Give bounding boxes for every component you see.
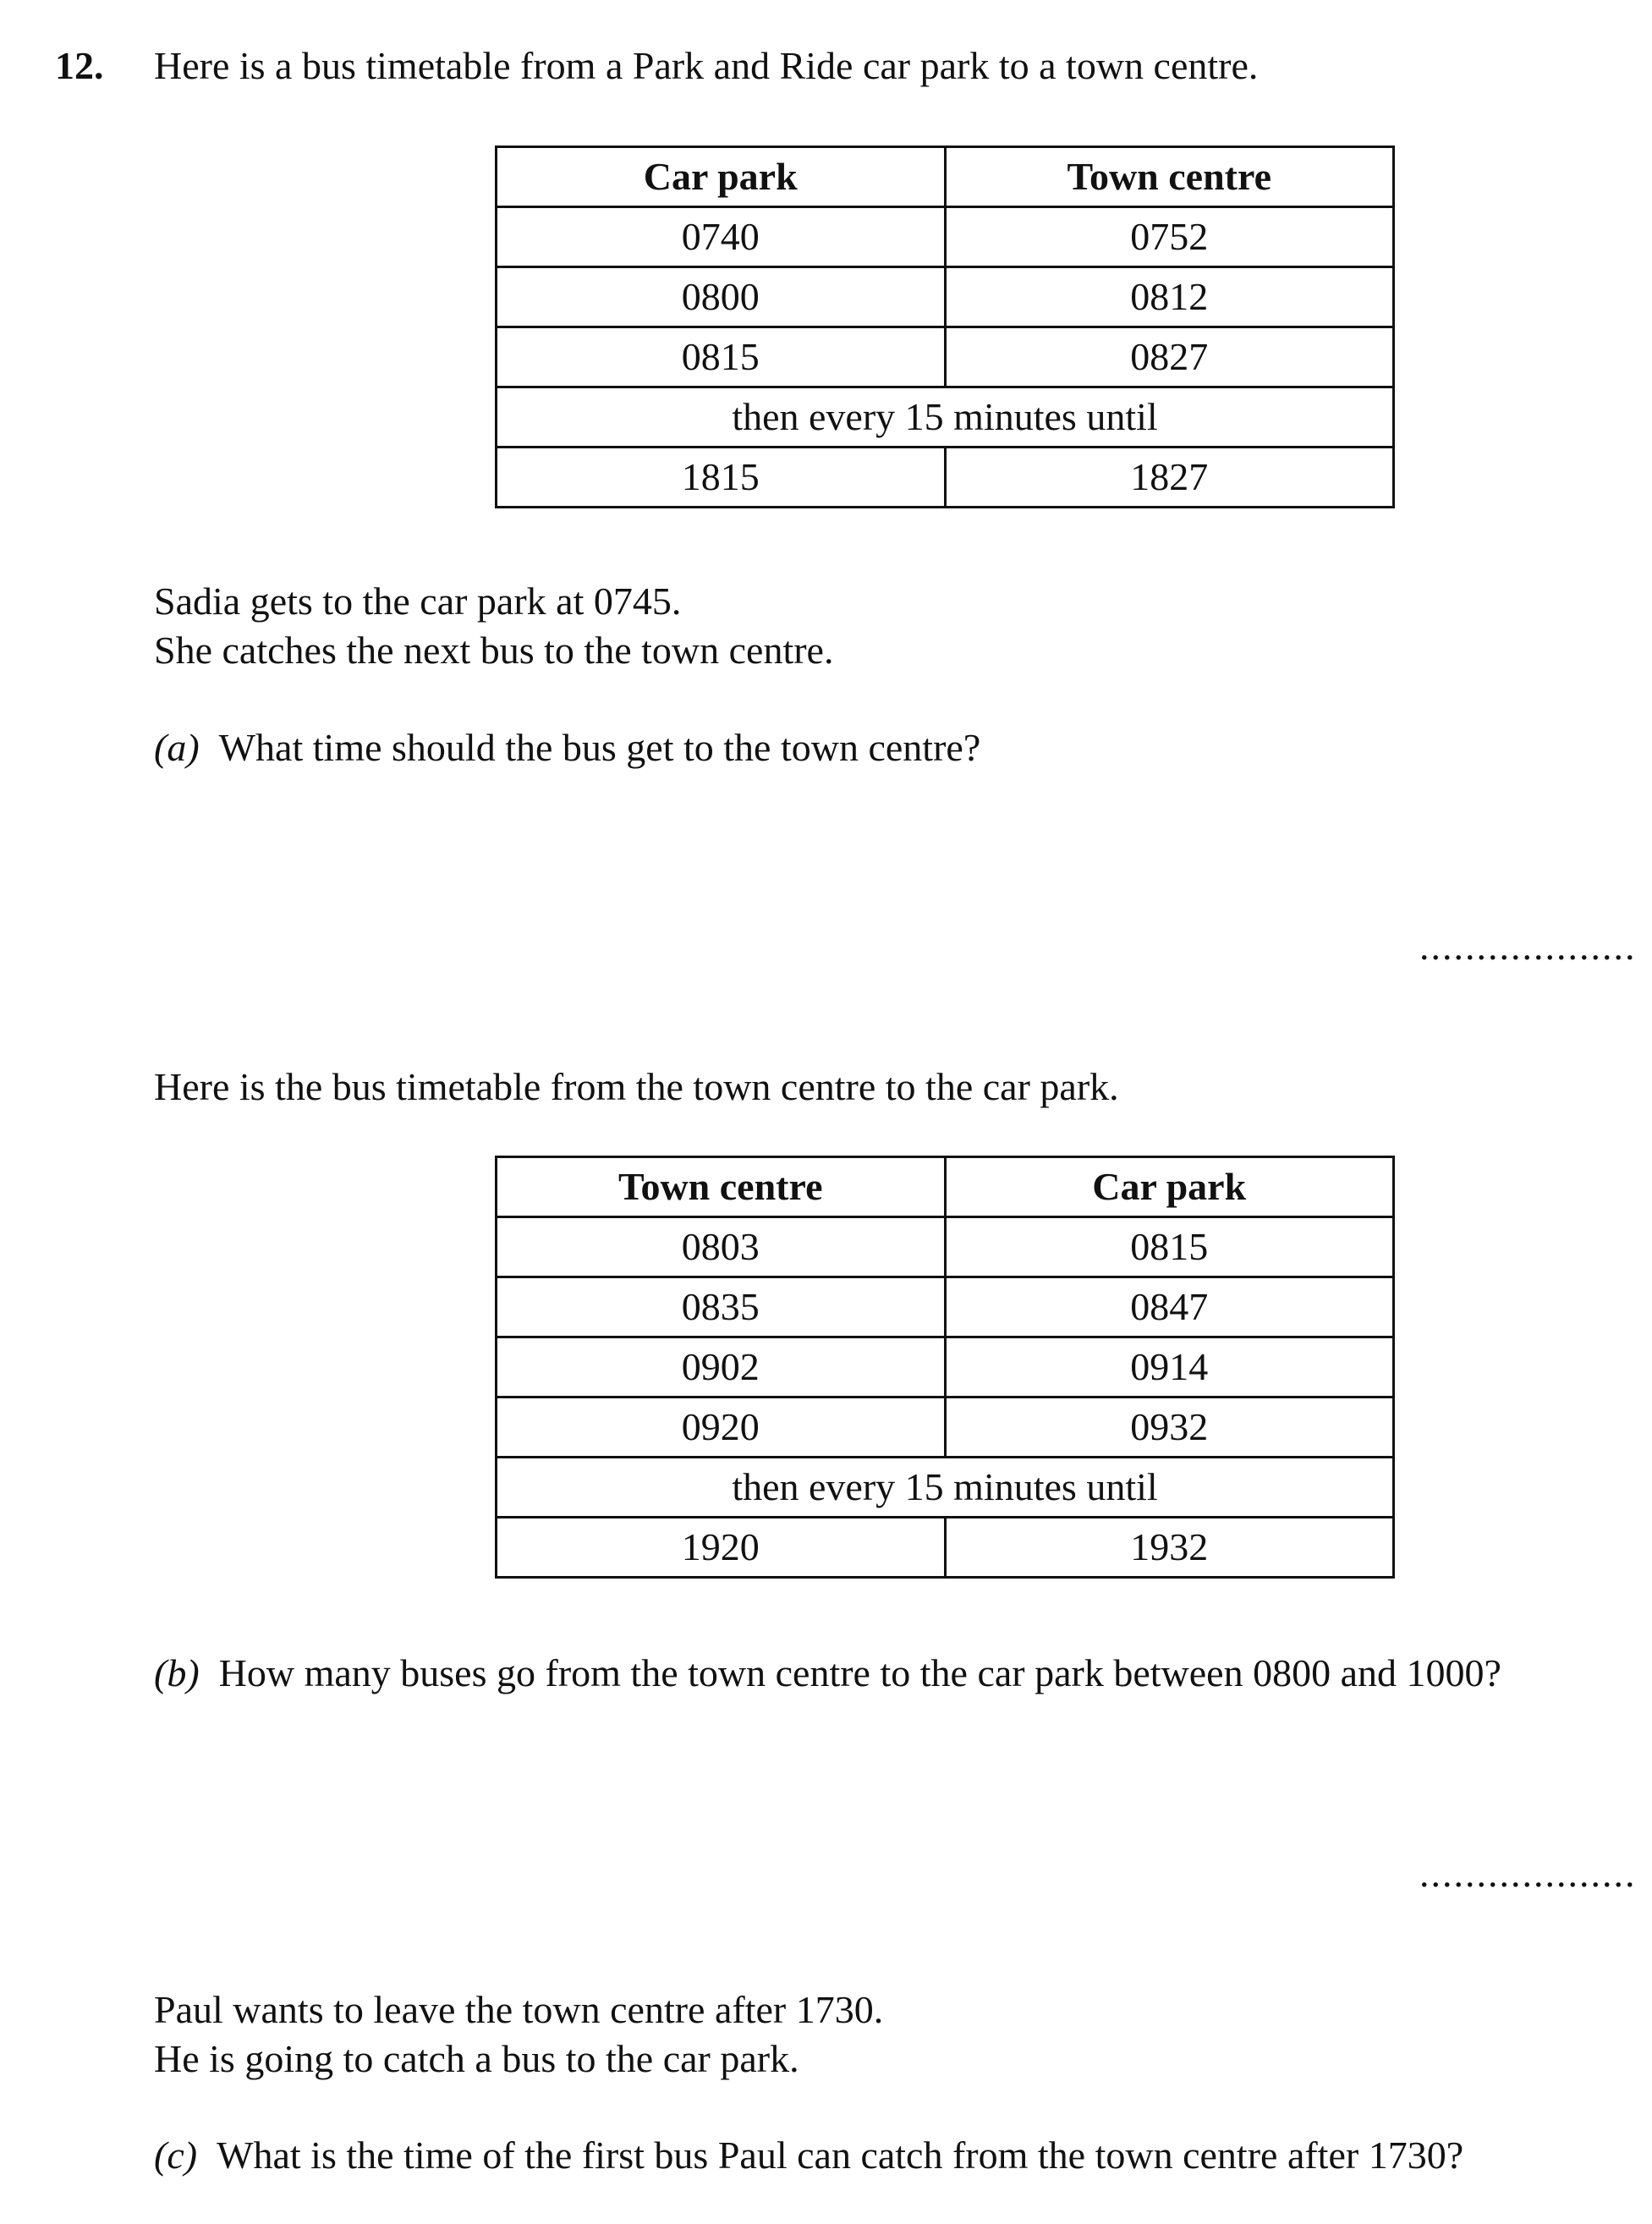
part-b-question	[154, 1651, 1501, 1694]
part-a-letter: (a)	[154, 726, 200, 769]
part-b-text: How many buses go from the town centre to the car park between 0800 and 1000?	[218, 1651, 1501, 1694]
cell-arrival: 0932	[945, 1398, 1394, 1458]
cell-departure: 1920	[497, 1518, 946, 1578]
cell-departure: 0815	[497, 327, 946, 387]
paul-line-1: Paul wants to leave the town centre after 1730.	[154, 1988, 884, 2031]
cell-departure: 1815	[497, 448, 946, 508]
cell-departure: 0740	[497, 207, 946, 267]
table-row	[497, 1518, 1394, 1578]
table-row	[497, 207, 1394, 267]
table-row	[497, 327, 1394, 387]
table-note-row	[497, 1458, 1394, 1518]
part-c-question	[154, 2133, 1464, 2177]
cell-departure: 0902	[497, 1337, 946, 1398]
cell-arrival: 1827	[945, 448, 1394, 508]
table-note-row	[497, 387, 1394, 448]
table-row	[497, 1277, 1394, 1337]
question-intro: Here is a bus timetable from a Park and Ride car park to a town centre.	[154, 44, 1259, 87]
frequency-note: then every 15 minutes until	[497, 387, 1394, 448]
timetable-car-park-to-town	[495, 146, 1395, 508]
cell-arrival: 0914	[945, 1337, 1394, 1398]
part-b-answer-line[interactable]: ...................	[1419, 1852, 1637, 1895]
header-town-centre: Town centre	[945, 147, 1394, 207]
table-row	[497, 1217, 1394, 1277]
question-number: 12.	[55, 44, 104, 87]
table-row	[497, 267, 1394, 327]
cell-departure: 0835	[497, 1277, 946, 1337]
table-row	[497, 1398, 1394, 1458]
cell-departure: 0803	[497, 1217, 946, 1277]
part-c-text: What is the time of the first bus Paul can catch from the town centre after 1730?	[217, 2133, 1464, 2177]
part-a-question	[154, 728, 980, 767]
sadia-line-1: Sadia gets to the car park at 0745.	[154, 579, 682, 623]
intro-second-timetable: Here is the bus timetable from the town centre to the car park.	[154, 1065, 1119, 1108]
sadia-line-2: She catches the next bus to the town centre.	[154, 629, 834, 672]
header-town-centre: Town centre	[497, 1157, 946, 1217]
cell-departure: 0920	[497, 1398, 946, 1458]
cell-arrival: 0827	[945, 327, 1394, 387]
part-b-letter: (b)	[154, 1651, 200, 1694]
header-car-park: Car park	[945, 1157, 1394, 1217]
cell-arrival: 1932	[945, 1518, 1394, 1578]
table-row	[497, 448, 1394, 508]
table-row	[497, 1337, 1394, 1398]
header-car-park: Car park	[497, 147, 946, 207]
cell-arrival: 0812	[945, 267, 1394, 327]
cell-arrival: 0815	[945, 1217, 1394, 1277]
table-header-row	[497, 147, 1394, 207]
table-header-row	[497, 1157, 1394, 1217]
part-a-answer-line[interactable]: ...................	[1419, 925, 1637, 968]
frequency-note: then every 15 minutes until	[497, 1458, 1394, 1518]
cell-arrival: 0847	[945, 1277, 1394, 1337]
paul-line-2: He is going to catch a bus to the car park.	[154, 2037, 799, 2080]
cell-departure: 0800	[497, 267, 946, 327]
part-a-text: What time should the bus get to the town centre?	[218, 726, 981, 769]
timetable-town-to-car-park	[495, 1156, 1395, 1579]
part-c-letter: (c)	[154, 2133, 198, 2177]
cell-arrival: 0752	[945, 207, 1394, 267]
